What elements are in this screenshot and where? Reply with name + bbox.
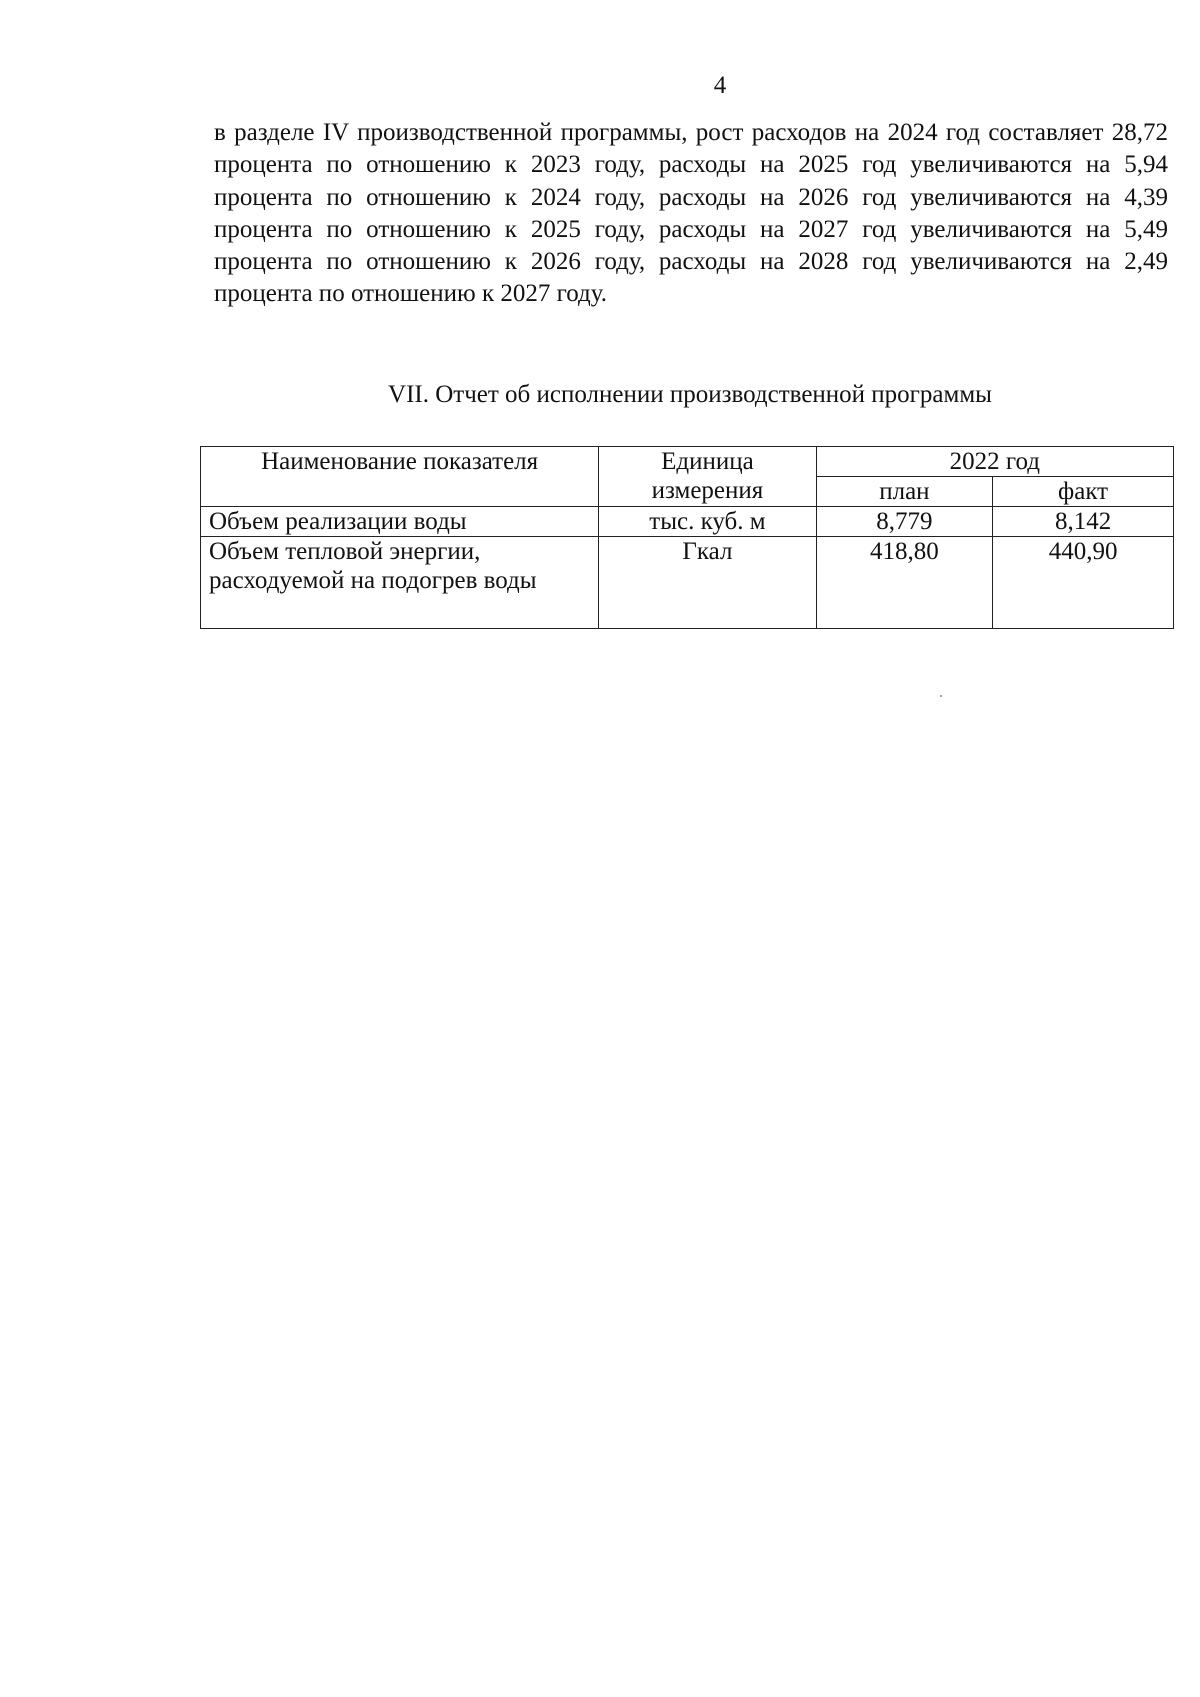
header-plan: план bbox=[816, 477, 993, 507]
header-indicator-name: Наименование показателя bbox=[201, 447, 599, 507]
table-row bbox=[201, 507, 1174, 537]
header-unit: Единица измерения bbox=[599, 447, 816, 507]
header-row bbox=[201, 447, 1174, 477]
table-header bbox=[201, 447, 1174, 507]
table-body bbox=[201, 507, 1174, 629]
row-plan-value: 8,779 bbox=[816, 507, 993, 537]
section-title: VII. Отчет об исполнении производственной программы bbox=[388, 381, 992, 408]
row-unit: Гкал bbox=[599, 537, 816, 629]
row-indicator-name: Объем тепловой энергии, расходуемой на подогрев воды bbox=[201, 537, 599, 629]
table-row bbox=[201, 537, 1174, 629]
header-fact: факт bbox=[993, 477, 1174, 507]
scan-speck bbox=[940, 695, 942, 697]
page-number: 4 bbox=[713, 72, 727, 99]
header-year: 2022 год bbox=[816, 447, 1173, 477]
row-fact-value: 8,142 bbox=[993, 507, 1174, 537]
row-plan-value: 418,80 bbox=[816, 537, 993, 629]
body-paragraph: в разделе IV производственной программы, рост расходов на 2024 год составляет 28,72 процента по отношению к 2023 году, расходы на 2025 год увеличиваются на 5,94 процента по отношению к 2024 году, расходы на 2026 год увеличиваются на 4,39 процента по отношению к 2025 году, расходы на 2027 год увеличиваются на 5,49 процента по отношению к 2026 году, расходы на 2028 год увеличиваются на 2,49 процента по отношению к 2027 году. bbox=[214, 119, 1168, 308]
row-indicator-name: Объем реализации воды bbox=[201, 507, 599, 537]
row-unit: тыс. куб. м bbox=[599, 507, 816, 537]
report-table bbox=[200, 446, 1174, 629]
row-fact-value: 440,90 bbox=[993, 537, 1174, 629]
